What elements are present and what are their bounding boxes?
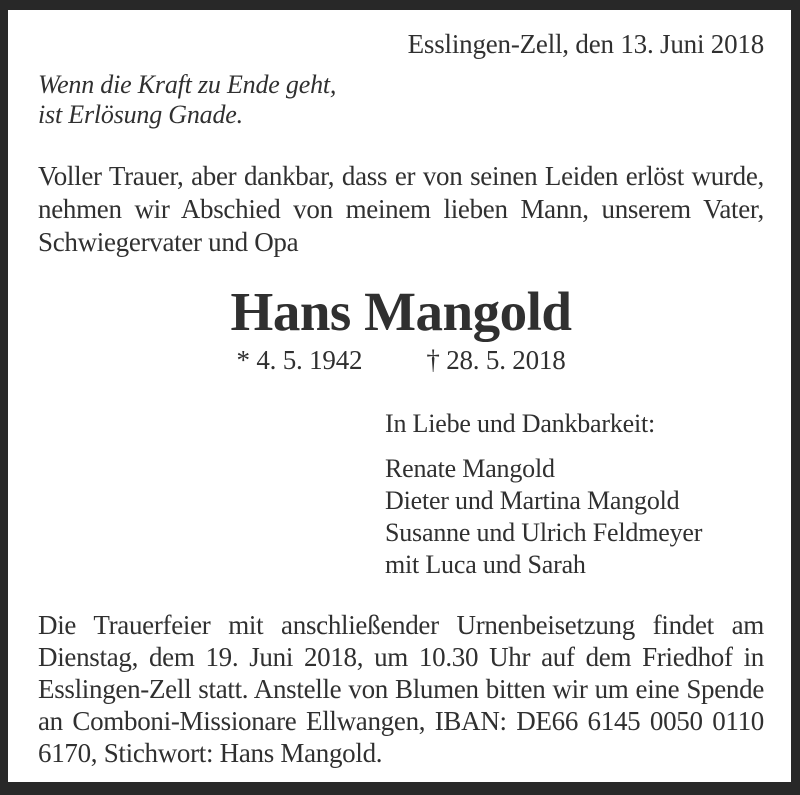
mourner-names-list	[385, 453, 764, 581]
mourners-heading: In Liebe und Dankbarkeit:	[385, 409, 656, 438]
life-dates	[38, 345, 764, 375]
funeral-info-paragraph: Die Trauerfeier mit anschließender Urnenbeisetzung findet am Dienstag, dem 19. Juni 2018, um 10.30 Uhr auf dem Friedhof in Esslingen-Zell statt. Anstelle von Blumen bitten wir um eine Spende an Comboni-Missionare Ellwangen, IBAN: DE66 6145 0050 0110 6170, Stichwort: Hans Mangold.	[38, 610, 764, 768]
obituary-notice	[8, 10, 791, 782]
death-date: † 28. 5. 2018	[426, 345, 566, 375]
deceased-name: Hans Mangold	[230, 281, 572, 342]
mourner-name: Susanne und Ulrich Feldmeyer	[385, 518, 703, 547]
mourner-name: mit Luca und Sarah	[385, 550, 586, 579]
epigraph-line-1: Wenn die Kraft zu Ende geht,	[38, 70, 337, 99]
birth-date: * 4. 5. 1942	[236, 345, 363, 375]
mourner-name: Renate Mangold	[385, 454, 555, 483]
epigraph	[38, 70, 764, 130]
intro-paragraph: Voller Trauer, aber dankbar, dass er von seinen Leiden erlöst wurde, nehmen wir Abschied von meinem lieben Mann, unserem Vater, Schwiegervater und Opa	[38, 161, 764, 257]
mourners-block	[385, 409, 764, 581]
epigraph-line-2: ist Erlösung Gnade.	[38, 100, 243, 129]
mourner-name: Dieter und Martina Mangold	[385, 486, 680, 515]
dateline: Esslingen-Zell, den 13. Juni 2018	[407, 29, 764, 59]
